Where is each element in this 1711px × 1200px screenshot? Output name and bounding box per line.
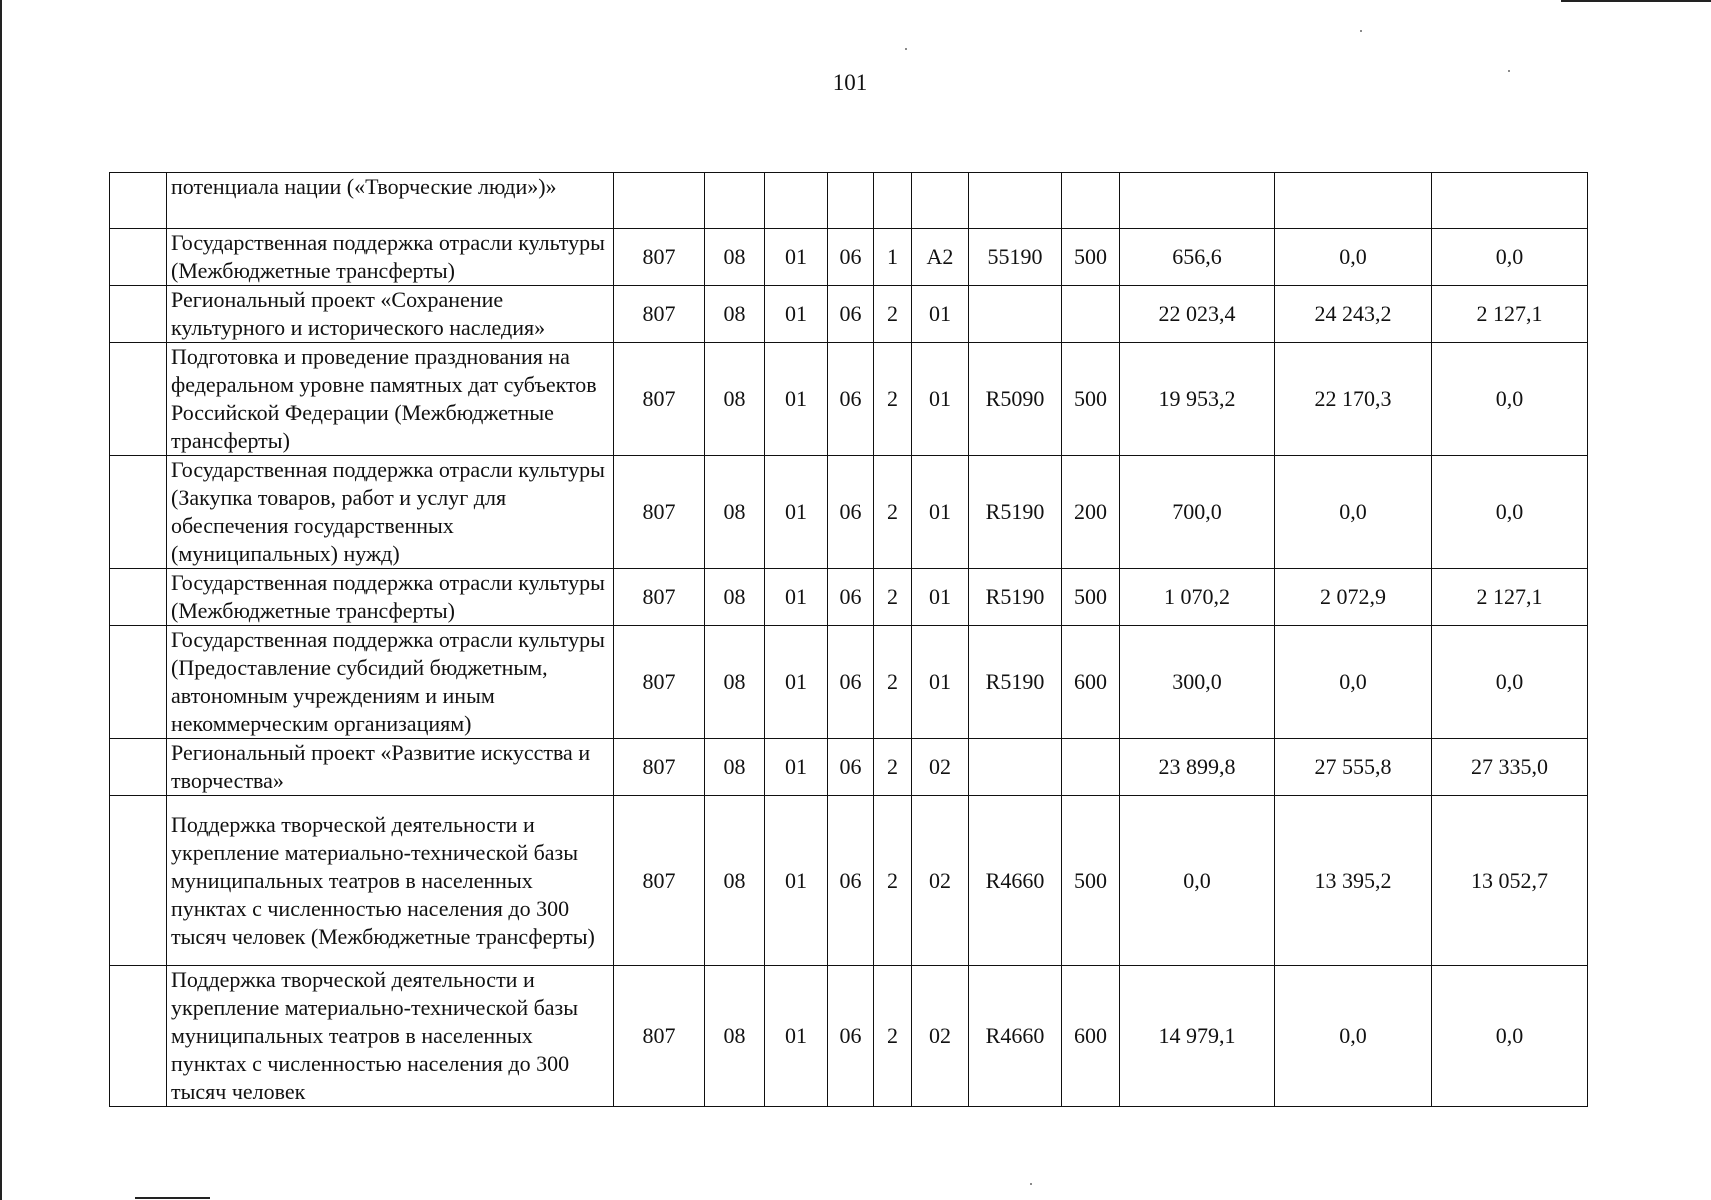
amount-year-3-cell: 2 127,1	[1432, 569, 1588, 626]
section-code-cell: 08	[705, 966, 765, 1107]
program-code-cell: 06	[828, 343, 874, 456]
direction-code-cell: R4660	[969, 796, 1062, 966]
table-row	[110, 966, 1588, 1107]
row-number-cell	[110, 966, 167, 1107]
amount-year-1-cell: 0,0	[1120, 796, 1275, 966]
amount-year-2-cell: 0,0	[1275, 626, 1432, 739]
row-name: Государственная поддержка отрасли культуры (Закупка товаров, работ и услуг для обеспечения государственных (муниципальных) нужд)	[167, 456, 614, 569]
subsection-code-cell	[765, 173, 828, 229]
amount-year-1-cell: 656,6	[1120, 229, 1275, 286]
expense-type-code-cell: 600	[1062, 966, 1120, 1107]
row-number-cell	[110, 739, 167, 796]
subprogram-code-cell: 2	[874, 626, 912, 739]
amount-year-3-cell: 0,0	[1432, 456, 1588, 569]
row-number-cell	[110, 796, 167, 966]
program-code-cell: 06	[828, 626, 874, 739]
subprogram-code-cell: 2	[874, 796, 912, 966]
program-code-cell: 06	[828, 456, 874, 569]
section-code-cell: 08	[705, 456, 765, 569]
direction-code-cell: R5190	[969, 456, 1062, 569]
section-code-cell: 08	[705, 796, 765, 966]
table-row	[110, 286, 1588, 343]
row-name: Государственная поддержка отрасли культуры (Межбюджетные трансферты)	[167, 569, 614, 626]
subsection-code-cell: 01	[765, 739, 828, 796]
direction-code-cell: R4660	[969, 966, 1062, 1107]
subsection-code-cell: 01	[765, 343, 828, 456]
scan-speck	[1030, 1183, 1032, 1185]
expense-type-code-cell: 500	[1062, 569, 1120, 626]
section-code-cell: 08	[705, 739, 765, 796]
subsection-code-cell: 01	[765, 966, 828, 1107]
amount-year-2-cell: 0,0	[1275, 966, 1432, 1107]
section-code-cell: 08	[705, 569, 765, 626]
scan-speck	[905, 48, 907, 50]
grbs-code-cell: 807	[614, 569, 705, 626]
amount-year-2-cell: 2 072,9	[1275, 569, 1432, 626]
direction-code-cell: R5190	[969, 626, 1062, 739]
subprogram-code-cell: 1	[874, 229, 912, 286]
grbs-code-cell: 807	[614, 796, 705, 966]
program-code-cell	[828, 173, 874, 229]
table-body	[110, 173, 1588, 1107]
subprogram-code-cell: 2	[874, 569, 912, 626]
amount-year-2-cell: 0,0	[1275, 456, 1432, 569]
event-code-cell: A2	[912, 229, 969, 286]
grbs-code-cell: 807	[614, 739, 705, 796]
subprogram-code-cell: 2	[874, 286, 912, 343]
subsection-code-cell: 01	[765, 456, 828, 569]
grbs-code-cell: 807	[614, 229, 705, 286]
direction-code-cell	[969, 286, 1062, 343]
expense-type-code-cell: 500	[1062, 796, 1120, 966]
table-row	[110, 229, 1588, 286]
program-code-cell: 06	[828, 966, 874, 1107]
program-code-cell: 06	[828, 739, 874, 796]
amount-year-3-cell: 0,0	[1432, 229, 1588, 286]
amount-year-3-cell	[1432, 173, 1588, 229]
amount-year-1-cell: 14 979,1	[1120, 966, 1275, 1107]
event-code-cell: 01	[912, 456, 969, 569]
table-row	[110, 626, 1588, 739]
event-code-cell	[912, 173, 969, 229]
program-code-cell: 06	[828, 286, 874, 343]
direction-code-cell: 55190	[969, 229, 1062, 286]
budget-table	[109, 172, 1588, 1107]
amount-year-3-cell: 0,0	[1432, 343, 1588, 456]
row-name: потенциала нации («Творческие люди»)»	[167, 173, 614, 229]
grbs-code-cell: 807	[614, 626, 705, 739]
table-row	[110, 456, 1588, 569]
row-number-cell	[110, 569, 167, 626]
expense-type-code-cell: 200	[1062, 456, 1120, 569]
scan-left-edge	[0, 0, 2, 1200]
row-name: Государственная поддержка отрасли культуры (Межбюджетные трансферты)	[167, 229, 614, 286]
row-name: Подготовка и проведение празднования на федеральном уровне памятных дат субъектов Российской Федерации (Межбюджетные трансферты)	[167, 343, 614, 456]
table-row	[110, 569, 1588, 626]
expense-type-code-cell: 500	[1062, 229, 1120, 286]
amount-year-1-cell	[1120, 173, 1275, 229]
grbs-code-cell: 807	[614, 343, 705, 456]
subprogram-code-cell	[874, 173, 912, 229]
row-name: Государственная поддержка отрасли культуры (Предоставление субсидий бюджетным, автономным учреждениям и иным некоммерческим организациям)	[167, 626, 614, 739]
event-code-cell: 01	[912, 569, 969, 626]
scan-top-line	[1561, 0, 1711, 2]
amount-year-1-cell: 700,0	[1120, 456, 1275, 569]
amount-year-1-cell: 23 899,8	[1120, 739, 1275, 796]
row-number-cell	[110, 286, 167, 343]
event-code-cell: 02	[912, 739, 969, 796]
direction-code-cell: R5190	[969, 569, 1062, 626]
grbs-code-cell: 807	[614, 966, 705, 1107]
table-row	[110, 796, 1588, 966]
table-row	[110, 739, 1588, 796]
page-number: 101	[832, 70, 868, 95]
row-name: Поддержка творческой деятельности и укрепление материально-технической базы муниципальных театров в населенных пунктах с численностью населения до 300 тысяч человек (Межбюджетные трансферты)	[167, 796, 614, 966]
direction-code-cell: R5090	[969, 343, 1062, 456]
grbs-code-cell	[614, 173, 705, 229]
amount-year-1-cell: 1 070,2	[1120, 569, 1275, 626]
row-number-cell	[110, 626, 167, 739]
row-name: Поддержка творческой деятельности и укрепление материально-технической базы муниципальных театров в населенных пунктах с численностью населения до 300 тысяч человек	[167, 966, 614, 1107]
section-code-cell	[705, 173, 765, 229]
amount-year-3-cell: 13 052,7	[1432, 796, 1588, 966]
row-number-cell	[110, 343, 167, 456]
expense-type-code-cell	[1062, 286, 1120, 343]
amount-year-1-cell: 22 023,4	[1120, 286, 1275, 343]
subprogram-code-cell: 2	[874, 739, 912, 796]
subsection-code-cell: 01	[765, 626, 828, 739]
row-number-cell	[110, 229, 167, 286]
program-code-cell: 06	[828, 229, 874, 286]
section-code-cell: 08	[705, 626, 765, 739]
event-code-cell: 02	[912, 966, 969, 1107]
amount-year-2-cell: 24 243,2	[1275, 286, 1432, 343]
amount-year-2-cell: 27 555,8	[1275, 739, 1432, 796]
scan-speck	[1360, 30, 1362, 32]
amount-year-2-cell: 13 395,2	[1275, 796, 1432, 966]
subprogram-code-cell: 2	[874, 456, 912, 569]
grbs-code-cell: 807	[614, 286, 705, 343]
row-name: Региональный проект «Развитие искусства и творчества»	[167, 739, 614, 796]
subsection-code-cell: 01	[765, 229, 828, 286]
amount-year-3-cell: 0,0	[1432, 966, 1588, 1107]
row-number-cell	[110, 456, 167, 569]
expense-type-code-cell: 600	[1062, 626, 1120, 739]
direction-code-cell	[969, 173, 1062, 229]
event-code-cell: 01	[912, 626, 969, 739]
expense-type-code-cell	[1062, 739, 1120, 796]
event-code-cell: 02	[912, 796, 969, 966]
amount-year-3-cell: 2 127,1	[1432, 286, 1588, 343]
program-code-cell: 06	[828, 569, 874, 626]
amount-year-1-cell: 19 953,2	[1120, 343, 1275, 456]
program-code-cell: 06	[828, 796, 874, 966]
direction-code-cell	[969, 739, 1062, 796]
subprogram-code-cell: 2	[874, 966, 912, 1107]
section-code-cell: 08	[705, 229, 765, 286]
section-code-cell: 08	[705, 343, 765, 456]
amount-year-3-cell: 27 335,0	[1432, 739, 1588, 796]
table-row	[110, 343, 1588, 456]
amount-year-3-cell: 0,0	[1432, 626, 1588, 739]
row-name: Региональный проект «Сохранение культурного и исторического наследия»	[167, 286, 614, 343]
subprogram-code-cell: 2	[874, 343, 912, 456]
amount-year-1-cell: 300,0	[1120, 626, 1275, 739]
table-row	[110, 173, 1588, 229]
expense-type-code-cell: 500	[1062, 343, 1120, 456]
grbs-code-cell: 807	[614, 456, 705, 569]
row-number-cell	[110, 173, 167, 229]
event-code-cell: 01	[912, 343, 969, 456]
subsection-code-cell: 01	[765, 286, 828, 343]
subsection-code-cell: 01	[765, 796, 828, 966]
scan-bottom-mark	[135, 1197, 210, 1199]
event-code-cell: 01	[912, 286, 969, 343]
amount-year-2-cell	[1275, 173, 1432, 229]
subsection-code-cell: 01	[765, 569, 828, 626]
expense-type-code-cell	[1062, 173, 1120, 229]
amount-year-2-cell: 22 170,3	[1275, 343, 1432, 456]
amount-year-2-cell: 0,0	[1275, 229, 1432, 286]
section-code-cell: 08	[705, 286, 765, 343]
